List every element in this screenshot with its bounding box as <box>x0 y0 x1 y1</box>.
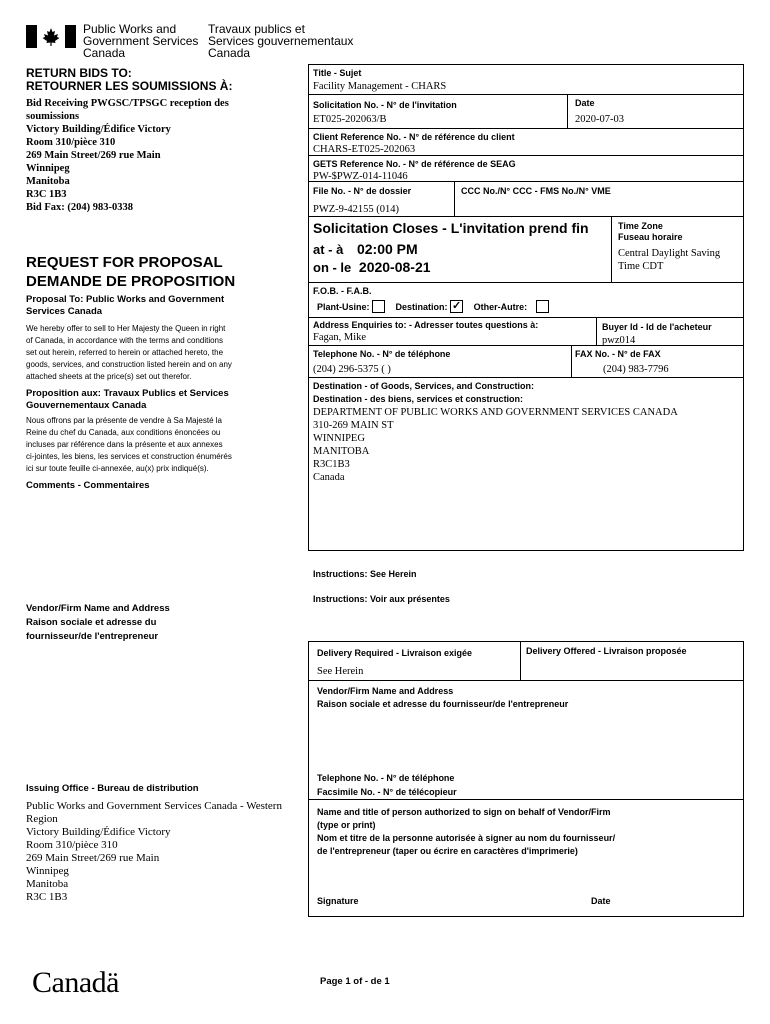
on-label: on - le <box>313 260 352 275</box>
return-bids-line: Manitoba <box>26 176 70 187</box>
rfp-title-fr: DEMANDE DE PROPOSITION <box>26 273 236 290</box>
date-value: 2020-07-03 <box>575 114 624 125</box>
other-label: Other-Autre: <box>473 301 528 312</box>
time-zone-label-en: Time Zone <box>618 221 663 231</box>
vendor-left-label <box>26 603 170 643</box>
return-bids-line: soumissions <box>26 111 80 122</box>
solicitation-closes-title: Solicitation Closes - L'invitation prend fin <box>313 220 589 236</box>
destination-line: DEPARTMENT OF PUBLIC WORKS AND GOVERNMENT SERVICES CANADA <box>313 407 678 418</box>
address-enquiries-label: Address Enquiries to: - Adresser toutes questions à: <box>313 320 539 330</box>
fob-label: F.O.B. - F.A.B. <box>313 286 372 296</box>
destination-line: WINNIPEG <box>313 433 365 444</box>
vendor-telephone-label: Telephone No. - N° de téléphone <box>317 773 455 783</box>
dept-name-en: Public Works and Government Services Canada <box>83 22 199 60</box>
proposition-label: Proposition aux: Travaux Publics et Services <box>26 388 229 399</box>
return-bids-line: Bid Fax: (204) 983-0338 <box>26 202 134 213</box>
on-value: 2020-08-21 <box>358 259 431 275</box>
delivery-required-label: Delivery Required - Livraison exigée <box>317 648 473 658</box>
issuing-line: Public Works and Government Services Canada - Western <box>26 800 282 812</box>
file-no-value: PWZ-9-42155 (014) <box>313 204 400 215</box>
destination-line: MANITOBA <box>313 446 370 457</box>
return-bids-line: Bid Receiving PWGSC/TPSGC reception des <box>26 98 229 109</box>
vendor-left-line: Vendor/Firm Name and Address <box>26 603 170 614</box>
vendor-name-label-fr: Raison sociale et adresse du fournisseur/de l'entrepreneur <box>317 699 569 709</box>
proposition-text-line: Reine du chef du Canada, aux conditions énoncées ou <box>26 428 221 437</box>
issuing-office-label: Issuing Office - Bureau de distribution <box>26 783 199 794</box>
comments-label: Comments - Commentaires <box>26 480 150 491</box>
proposal-block <box>26 294 296 492</box>
gets-ref-label: GETS Reference No. - N° de référence de SEAG <box>313 159 516 169</box>
time-zone-value-line: Time CDT <box>618 261 664 272</box>
signature-date-label: Date <box>591 896 611 906</box>
destination-line: 310-269 MAIN ST <box>313 420 394 431</box>
telephone-label: Telephone No. - N° de téléphone <box>313 349 451 359</box>
title-value: Facility Management - CHARS <box>313 81 447 92</box>
file-no-label: File No. - N° de dossier <box>313 186 412 196</box>
time-zone-label <box>618 221 683 243</box>
issuing-line: Manitoba <box>26 878 69 890</box>
destination-line: R3C1B3 <box>313 459 350 470</box>
fax-value: (204) 983-7796 <box>603 364 669 375</box>
solicitation-no-label: Solicitation No. - N° de l'invitation <box>313 100 457 110</box>
instructions-fr: Instructions: Voir aux présentes <box>313 594 450 604</box>
fax-label: FAX No. - N° de FAX <box>575 349 661 359</box>
fob-options <box>317 301 549 314</box>
destination-label: Destination: <box>395 301 448 312</box>
proposal-text-line: goods, services, and construction listed herein and on any <box>26 360 232 369</box>
time-zone-value-line: Central Daylight Saving <box>618 248 721 259</box>
proposal-text-line: attached sheets at the price(s) set out therefor. <box>26 372 192 381</box>
issuing-line: Victory Building/Édifice Victory <box>26 826 171 838</box>
destination-address <box>313 406 678 484</box>
solicitation-form-box <box>308 64 744 551</box>
signature-label: Signature <box>317 896 359 906</box>
at-label: at - à <box>313 242 344 257</box>
destination-line: Canada <box>313 472 345 483</box>
rfp-title-en: REQUEST FOR PROPOSAL <box>26 254 223 271</box>
maple-leaf-icon <box>41 27 61 47</box>
authorized-label-line: Nom et titre de la personne autorisée à signer au nom du fournisseur/ <box>317 833 616 843</box>
address-enquiries-value: Fagan, Mike <box>313 332 367 343</box>
other-checkbox[interactable] <box>536 300 549 313</box>
proposal-text-line: We hereby offer to sell to Her Majesty the Queen in right <box>26 324 226 333</box>
destination-goods-label-fr: Destination - des biens, services et construction: <box>313 394 524 404</box>
closing-time <box>313 241 418 258</box>
issuing-line: R3C 1B3 <box>26 891 68 903</box>
vendor-form-box <box>308 641 744 917</box>
check-mark-icon: ✓ <box>451 300 462 312</box>
time-zone-label-fr: Fuseau horaire <box>618 232 683 242</box>
canada-flag-icon <box>26 25 76 48</box>
delivery-required-value: See Herein <box>317 666 364 677</box>
destination-goods-label-en: Destination - of Goods, Services, and Construction: <box>313 381 535 391</box>
buyer-id-label: Buyer Id - Id de l'acheteur <box>602 322 712 332</box>
return-bids-block <box>26 67 296 214</box>
issuing-line: 269 Main Street/269 rue Main <box>26 852 160 864</box>
vendor-name-label-en: Vendor/Firm Name and Address <box>317 686 454 696</box>
vendor-facsimile-label: Facsimile No. - N° de télécopieur <box>317 787 457 797</box>
destination-checkbox[interactable] <box>450 300 463 313</box>
canada-wordmark-logo: Canadä <box>32 966 119 999</box>
proposition-label: Gouvernementaux Canada <box>26 400 147 411</box>
ccc-no-label: CCC No./N° CCC - FMS No./N° VME <box>461 186 611 196</box>
vendor-name-label <box>317 686 568 710</box>
closing-date <box>313 259 431 276</box>
proposition-text-line: ci-jointes, les biens, les services et construction énumérés <box>26 452 232 461</box>
proposition-text-line: ici sur toute feuille ci-annexée, au(x) prix indiqué(s). <box>26 464 209 473</box>
proposal-text-line: of Canada, in accordance with the terms and conditions <box>26 336 224 345</box>
destination-goods-label <box>313 381 534 405</box>
return-bids-title-fr: RETOURNER LES SOUMISSIONS À: <box>26 79 233 93</box>
title-label: Title - Sujet <box>313 68 362 78</box>
plant-label: Plant-Usine: <box>317 301 370 312</box>
at-value: 02:00 PM <box>356 241 418 257</box>
issuing-office-block <box>26 783 301 904</box>
page-number: Page 1 of - de 1 <box>320 976 390 987</box>
delivery-offered-label: Delivery Offered - Livraison proposée <box>526 646 687 656</box>
dept-name-fr: Travaux publics et Services gouvernementaux Canada <box>208 22 354 60</box>
vendor-left-line: Raison sociale et adresse du <box>26 617 157 628</box>
proposal-text-line: set out herein, referred to herein or attached hereto, the <box>26 348 224 357</box>
gets-ref-value: PW-$PWZ-014-11046 <box>313 171 408 182</box>
client-ref-value: CHARS-ET025-202063 <box>313 144 416 155</box>
issuing-line: Winnipeg <box>26 865 69 877</box>
authorized-label-line: Name and title of person authorized to sign on behalf of Vendor/Firm <box>317 807 611 817</box>
plant-checkbox[interactable] <box>372 300 385 313</box>
issuing-line: Region <box>26 813 58 825</box>
return-bids-line: Room 310/pièce 310 <box>26 137 116 148</box>
proposition-text-line: Nous offrons par la présente de vendre à Sa Majesté la <box>26 416 222 425</box>
rfp-title <box>26 253 235 291</box>
issuing-line: Room 310/pièce 310 <box>26 839 118 851</box>
authorized-label-line: de l'entrepreneur (taper ou écrire en caractères d'imprimerie) <box>317 846 578 856</box>
return-bids-line: Victory Building/Édifice Victory <box>26 124 171 135</box>
return-bids-line: R3C 1B3 <box>26 189 67 200</box>
return-bids-line: Winnipeg <box>26 163 70 174</box>
telephone-value: (204) 296-5375 ( ) <box>313 364 391 375</box>
instructions-en: Instructions: See Herein <box>313 569 417 579</box>
vendor-left-line: fournisseur/de l'entrepreneur <box>26 631 159 642</box>
time-zone-value <box>618 247 720 273</box>
proposal-to-label: Proposal To: Public Works and Government <box>26 294 225 305</box>
client-ref-label: Client Reference No. - N° de référence du client <box>313 132 515 142</box>
authorized-label-line: (type or print) <box>317 820 376 830</box>
return-bids-line: 269 Main Street/269 rue Main <box>26 150 161 161</box>
solicitation-no-value: ET025-202063/B <box>313 114 387 125</box>
buyer-id-value: pwz014 <box>602 335 636 346</box>
date-label: Date <box>575 98 595 108</box>
proposal-to-label: Services Canada <box>26 306 103 317</box>
authorized-person-label <box>317 807 615 857</box>
proposition-text-line: incluses par référence dans la présente et aux annexes <box>26 440 223 449</box>
return-bids-title-en: RETURN BIDS TO: <box>26 66 132 80</box>
